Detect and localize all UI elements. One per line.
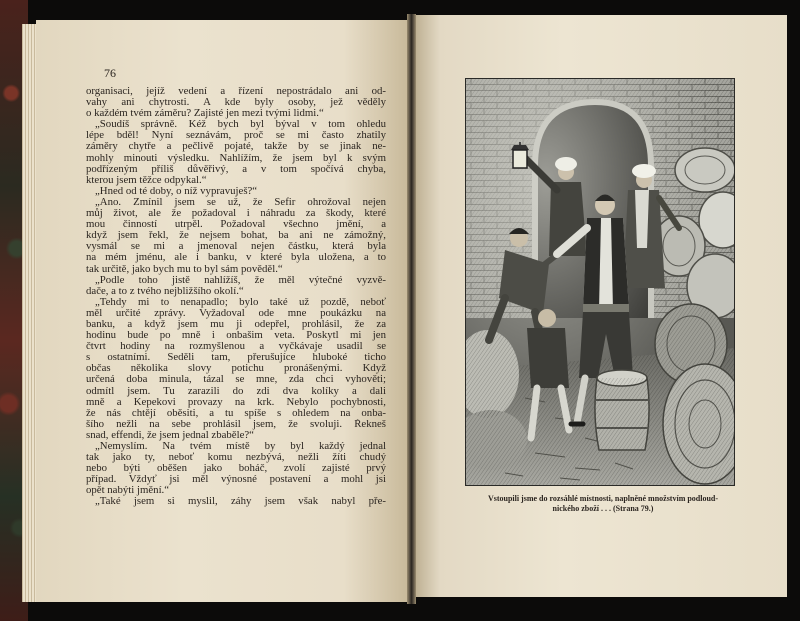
text-line: případ. Vždyť jsi měl výnosné postavení a mohl jsi	[86, 474, 386, 486]
text-line: podřízeným příliš důvěřivý, a v tom spočívá chyba,	[86, 163, 386, 175]
text-line: určená doba minula, tázal se mne, zda chci vyhověti;	[86, 374, 386, 386]
paragraph	[86, 86, 386, 119]
text-line: odmítl jsem. Tu zarazili do zdi dva kolíky a dali	[86, 385, 386, 397]
text-line: o každém tvém záměru? Zajisté jen mezi tvými lidmi.“	[86, 108, 324, 120]
illustration-caption	[460, 494, 746, 514]
text-line: vahy ani chytrosti. A kde byly osoby, jež věděly	[86, 97, 386, 109]
text-line: s ostatními. Seděli tam, přerušujíce hluboké ticho	[86, 352, 386, 364]
text-line: mou činností utrpěl. Požadoval všechno jmění, a	[86, 219, 386, 231]
text-line: „Také jsem si myslil, záhy jsem však nabyl pře-	[95, 496, 386, 508]
text-line: mně a Kepekovi provazy na krk. Nebylo pochybnosti,	[86, 396, 386, 408]
text-line: opět nabýti jmění.“	[86, 485, 170, 497]
text-line: „Podle toho jistě nahlížíš, že měl výtečné vyzvě-	[95, 274, 386, 286]
text-line: dače, a to z tvého nejbližšího okolí.“	[86, 285, 244, 297]
text-line: měl určité zprávy. Vyžadoval ode mne poukázku na	[86, 307, 386, 319]
text-line: čtvrt hodiny na rozmyšlenou a vyčkávaje usadil se	[86, 341, 386, 353]
body-text	[86, 86, 386, 508]
text-line: „Ano. Zmínil jsem se už, že Sefir ohrožoval nejen	[95, 196, 386, 208]
text-line: když jsem řekl, že nejsem bohat, ba ani ne zámožný,	[86, 230, 386, 242]
paragraph	[86, 297, 386, 441]
text-line: mohly minouti výsledku. Nahlížím, že jsem byl k svým	[86, 152, 386, 164]
text-line: banku, a když jsem mu ji odepřel, prohlásil, že za	[86, 318, 386, 330]
caption-line: nického zboží . . . (Strana 79.)	[552, 504, 654, 513]
text-line: lépe bděl! Nyní seznávám, proč se mi často zhatily	[86, 130, 386, 142]
caption-line: Vstoupili jsme do rozsáhlé místnosti, naplněné množstvím podloud-	[487, 494, 719, 503]
paragraph	[86, 441, 386, 496]
text-line: občas několika slovy potichu pronášenými. Když	[86, 363, 386, 375]
text-line: záměry chytře a pečlivě pojaté, takže by se jinak ne-	[86, 141, 386, 153]
illustration	[465, 78, 735, 486]
text-line: hodinu bude po mně i onbašim veta. Poskytl mi jen	[86, 330, 386, 342]
text-line: na mém jménu, ale i banku, v které byla uložena, a to	[86, 252, 386, 264]
text-line: tak určitě, jako bych mu to byl sám pověděl.“	[86, 263, 283, 275]
paragraph	[86, 275, 386, 297]
paragraph	[86, 496, 386, 507]
text-line: nebo býti oběšen jako boháč, zvolí zajisté prvý	[86, 463, 386, 475]
text-line: vysmál se mi a jmenoval nejen částku, která byla	[86, 241, 386, 253]
text-line: organisaci, jejíž vedení a řízení nepostrádalo ani od-	[86, 86, 386, 97]
page-number: 76	[104, 66, 116, 80]
text-line: „Hned od té doby, o níž vypravuješ?“	[95, 185, 258, 197]
text-line: tak jako ty, neboť komu nezbývá, nežli žíti chudý	[86, 452, 386, 464]
text-line: můj život, ale že požadoval i náhradu za škody, které	[86, 208, 386, 220]
paragraph	[86, 119, 386, 186]
paragraph	[86, 186, 386, 197]
text-line: „Soudíš správně. Kéž bych byl býval v tom ohledu	[95, 119, 386, 131]
text-line: kterou jsem těžce odpykal.“	[86, 174, 207, 186]
paragraph	[86, 197, 386, 275]
text-line: „Tehdy mi to nenapadlo; bylo také už pozdě, neboť	[95, 296, 386, 308]
text-line: že nás chtějí oběsiti, a tu spíše s ohledem na onba-	[86, 407, 386, 419]
text-line: šího nežli na sebe prohlásil jsem, že svoluji. Řekneš	[86, 418, 386, 430]
text-line: snad, effendi, že jsem jednal zbaběle?“	[86, 429, 254, 441]
text-line: „Nemyslím. Na tvém místě by byl každý jednal	[95, 441, 386, 452]
lantern	[511, 142, 529, 168]
book-spine	[407, 14, 416, 604]
